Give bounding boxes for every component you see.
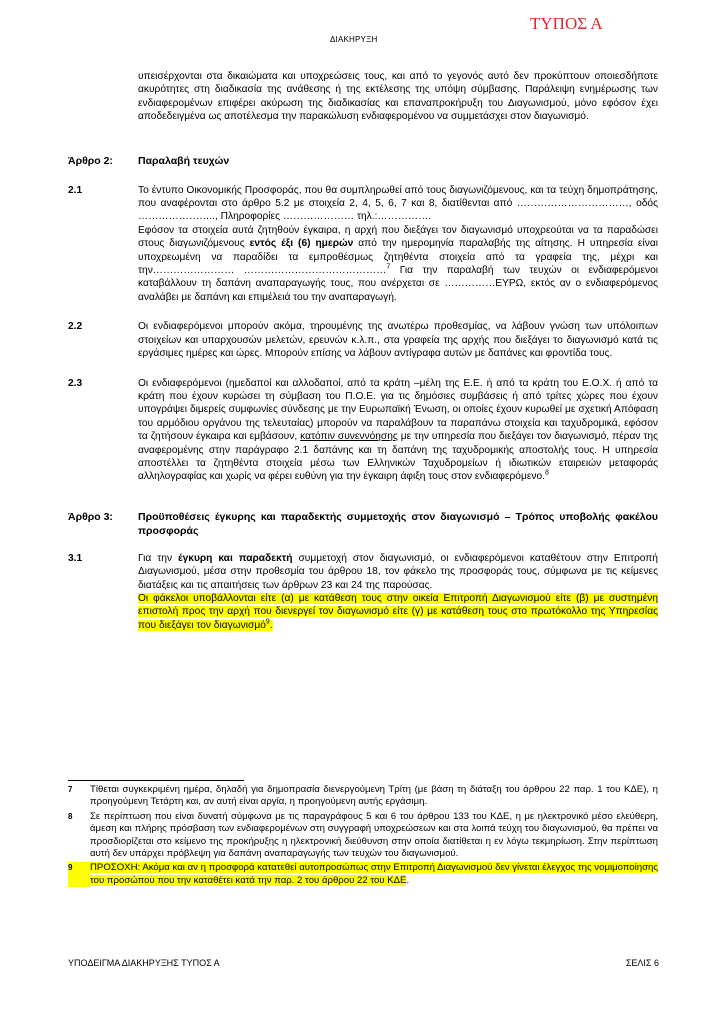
clause-number: 2.3: [68, 377, 83, 389]
clause-number: 2.2: [68, 321, 83, 333]
highlighted-text: [138, 593, 658, 631]
text-run: Για την παραλαβή των τευχών οι ενδιαφερόμενοι καταβάλλουν τη δαπάνη αναπαραγωγής τους, που ανέρχεται σε ……………ΕΥΡΩ, εκτός αν ο ενδιαφερόμενος αναλάβει με δαπάνη και επιμέλειά του την αναπαραγωγή.: [138, 265, 658, 303]
footnote-text: [90, 862, 658, 887]
article-title: Προϋποθέσεις έγκυρης και παραδεκτής συμμετοχής στον διαγωνισμό – Τρόπος υποβολής φακέλου προσφοράς: [138, 510, 658, 537]
clause-text: Το έντυπο Οικονομικής Προσφοράς, που θα συμπληρωθεί από τους διαγωνιζόμενους, και τα τεύχη δημοπράτησης, που αναφέρονται στο άρθρο 5.2 με στοιχεία 2, 4, 5, 6, 7 και 8, διατίθενται από ……………………………, οδός ………………….., Πληροφορίες ………………… τηλ.:…………….: [138, 184, 658, 223]
footnote-ref: 8: [544, 469, 549, 477]
footer-title: ΥΠΟΔΕΙΓΜΑ ΔΙΑΚΗΡΥΞΗΣ ΤΥΠΟΣ Α: [68, 958, 220, 968]
clause-number: 2.1: [68, 184, 83, 196]
footnote: [68, 811, 658, 861]
text-run: .: [269, 619, 273, 631]
footnote-ref: 7: [386, 263, 391, 271]
text-run: Εφόσον τα στοιχεία αυτά ζητηθούν έγκαιρα, η αρχή που διεξάγει τον διαγωνισμό υποχρεούται να τα παραδώσει στους διαγωνιζόμενους: [138, 224, 658, 250]
document-type-label: ΤΥΠΟΣ Α: [530, 14, 603, 33]
highlighted-text: ΠΡΟΣΟΧΗ: Ακόμα και αν η προσφορά κατατεθεί αυτοπροσώπως στην Επιτροπή Διαγωνισμού δεν γίνεται έλεγχος της νομιμοποίησης του προσώπου που την καταθέτει κατά την παρ. 2 του άρθρου 22 του ΚΔΕ: [90, 862, 658, 886]
bold-text: έγκυρη και παραδεκτή: [178, 552, 293, 564]
article-3-heading: [68, 510, 658, 538]
footnote-text: Τίθεται συγκεκριμένη ημέρα, δηλαδή για δημοπρασία διενεργούμενη Τρίτη (με βάση τη διάταξη του άρθρου 22 παρ. 1 του ΚΔΕ), η προηγούμενη Τετάρτη και, αν αυτή είναι αργία, η προηγούμενη αυτής εργάσιμη.: [90, 784, 658, 808]
clause-text: [138, 552, 658, 632]
text-run: Οι φάκελοι υποβάλλονται είτε (α) με κατάθεση τους στην οικεία Επιτροπή Διαγωνισμού είτε (β) με συστημένη επιστολή προς την αρχή που διενεργεί τον διαγωνισμό είτε (γ) με κατάθεση τους στο πρωτόκολλο της Υπηρεσίας που διεξάγει τον διαγωνισμό: [138, 592, 658, 631]
article-title: Παραλαβή τευχών: [138, 154, 230, 167]
text-run: Οι ενδιαφερόμενοι (ημεδαποί και αλλοδαποί, από τα κράτη –μέλη της Ε.Ε. ή από τα κράτη του Ε.Ο.Χ. ή από τα κράτη που έχουν κυρώσει τη σύμβαση του Π.Ο.Ε. για τις δημόσιες συμβάσεις ή από τρίτες χώρες που έχουν υπογράψει διμερείς συμφωνίες σύνδεσης με την Ευρωπαϊκή Ένωση, οι οποίες έχουν κυρωθεί με σχετική Απόφαση του αρμόδιου οργάνου της τελευταίας) μπορούν να παραλάβουν τα παραπάνω στοιχεία και ταχυδρομικά, εφόσον τα ζητήσουν έγκαιρα και εμβάσουν,: [138, 377, 658, 443]
clause-3-1: [68, 552, 658, 632]
page-body: [68, 70, 658, 632]
footnote-number: 7: [68, 785, 73, 794]
clause-2-2: [68, 320, 658, 360]
text-run: από την ημερομηνία παραλαβής της αίτησης. Η υπηρεσία είναι υποχρεωμένη να παραδίδει τα εμπροθέσμως ζητηθέντα στοιχεία από τα γραφεία της, μέχρι και την…………………… ……………………………………: [138, 238, 658, 277]
page-number: ΣΕΛΙΣ 6: [625, 958, 659, 968]
footnote-number: 8: [68, 811, 73, 821]
article-2-heading: [68, 154, 658, 168]
underlined-text: κατόπιν συνεννόησης: [300, 431, 398, 443]
text-run: συμμετοχή στον διαγωνισμό, οι ενδιαφερόμενοι καταθέτουν στην Επιτροπή Διαγωνισμού, μέσα στην προθεσμία του άρθρου 18, τον φάκελο της προσφοράς τους, σύμφωνα με τις κείμενες διατάξεις και τις απαιτήσεις των άρθρων 23 και 24 της παρούσας.: [138, 552, 658, 591]
text-run: με την υπηρεσία που διεξάγει τον διαγωνισμό, πέραν της αναφερομένης στην παράγραφο 2.1 δαπάνης και τη δαπάνη της ταχυδρομικής αποστολής τους. Η υπηρεσία αποστέλλει τα ζητηθέντα στοιχεία μέσω των Ελληνικών Ταχυδρομείων ή ιδιωτικών εταιρειών μεταφοράς αλληλογραφίας και χωρίς να φέρει ευθύνη για την έγκαιρη άφιξη τους στον ενδιαφερόμενο.: [138, 431, 659, 483]
running-header: ΔΙΑΚΗΡΥΞΗ: [330, 35, 378, 44]
clause-text: [138, 224, 658, 304]
text-run: .: [406, 874, 410, 886]
clause-number: 3.1: [68, 552, 83, 564]
article-number: Άρθρο 3:: [68, 510, 113, 523]
footnote: [68, 862, 658, 887]
article-number: Άρθρο 2:: [68, 154, 113, 167]
clause-2-3: [68, 377, 658, 484]
clause-text: [138, 377, 658, 484]
bold-text: εντός έξι (6) ημερών: [249, 238, 354, 250]
text-run: Για την: [138, 552, 178, 564]
footnote-text: Σε περίπτωση που είναι δυνατή σύμφωνα με τις παραγράφους 5 και 6 του άρθρου 133 του ΚΔΕ, η με ηλεκτρονικό μέσο ελεύθερη, άμεση και πλήρης πρόσβαση των ενδιαφερομένων στη συγγραφή υποχρεώσεων και στα λοιπά τεύχη του διαγωνισμού, θα πρέπει να προσδιορίζεται στο κείμενο της προκήρυξης η ηλεκτρονική διεύθυνση στην οποία διατίθεται η εν λόγω τεκμηρίωση. Στην περίπτωση αυτή δεν υπάρχει πρόβλεψη για δαπάνη αναπαραγωγής των τευχών του διαγωνισμού.: [90, 810, 658, 860]
clause-text: Οι ενδιαφερόμενοι μπορούν ακόμα, τηρουμένης της ανωτέρω προθεσμίας, να λάβουν γνώση των υπόλοιπων στοιχείων και υπαρχουσών μελετών, ερευνών κ.λ.π., στα γραφεία της αρχής που διεξάγει το διαγωνισμό κατά τις εργάσιμες ημέρες και ώρες. Μπορούν επίσης να λάβουν αντίγραφα αυτών με δαπάνες και φροντίδα τους.: [138, 321, 658, 360]
footnote-number: 9: [68, 862, 90, 887]
intro-paragraph: υπεισέρχονται στα δικαιώματα και υποχρεώσεις τους, και από το γεγονός αυτό δεν προκύπτουν οποιεσδήποτε ακυρότητες στη διαδικασία της ανάθεσης ή της εκτέλεσης της υπόψη σύμβασης. Παράλειψη ενημέρωσης των ενδιαφερομένων επιφέρει ακύρωση της διαδικασίας και επαναπροκήρυξη του Διαγωνισμού, μόνο εφόσον έχει αποδεδειγμένα ως αποτέλεσμα την παρακώλυση ενδιαφερομένου να συμμετάσχει στον διαγωνισμό.: [138, 71, 658, 123]
footnote-separator: [68, 780, 244, 781]
clause-2-1: [68, 184, 658, 305]
footnote: [68, 784, 658, 809]
footnotes: [68, 784, 658, 889]
footnote-ref: 9: [265, 618, 270, 626]
